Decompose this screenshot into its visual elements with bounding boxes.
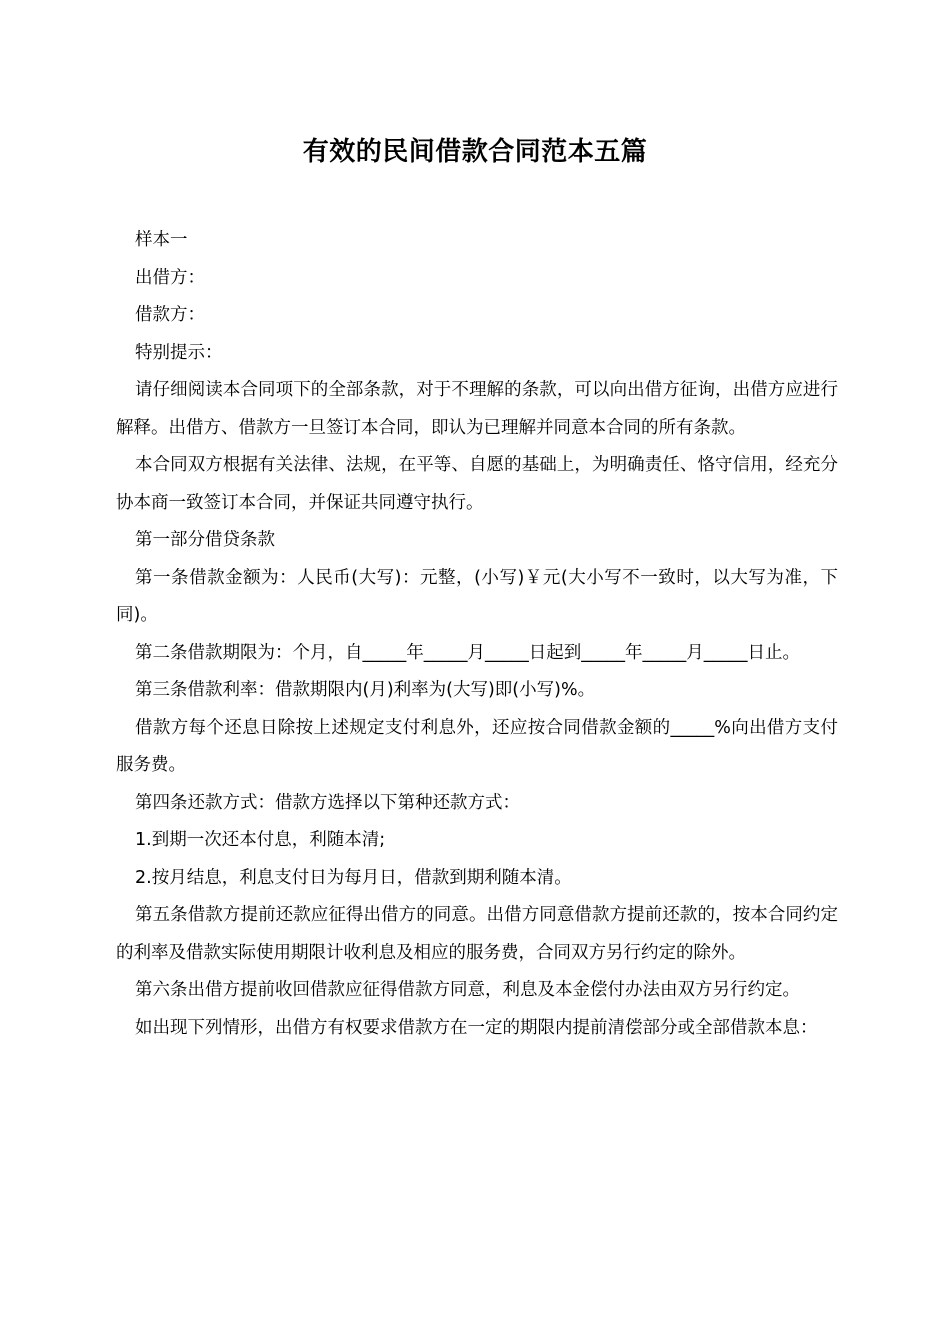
document-body bbox=[116, 222, 838, 1047]
paragraph-part-one-heading: 第一部分借贷条款 bbox=[135, 530, 275, 550]
paragraph-article-2: 第二条借款期限为：个月，自_____年_____月_____日起到_____年_____月_____日止。 bbox=[135, 642, 800, 663]
paragraph-article-6: 第六条出借方提前收回借款应征得借款方同意，利息及本金偿付办法由双方另行约定。 bbox=[135, 980, 800, 1000]
paragraph-borrower: 借款方： bbox=[135, 305, 205, 325]
paragraph-notice-text: 请仔细阅读本合同项下的全部条款，对于不理解的条款，可以向出借方征询，出借方应进行解释。出借方、借款方一旦签订本合同，即认为已理解并同意本合同的所有条款。 bbox=[116, 380, 838, 438]
paragraph-lender: 出借方： bbox=[135, 267, 205, 288]
paragraph-special-notice: 特别提示： bbox=[135, 342, 223, 363]
paragraph-article-4: 第四条还款方式：借款方选择以下第种还款方式： bbox=[135, 792, 520, 813]
paragraph-article-1: 第一条借款金额为：人民币(大写)：元整，(小写)￥元(大小写不一致时，以大写为准，下同)。 bbox=[116, 567, 838, 625]
document-title: 有效的民间借款合同范本五篇 bbox=[302, 137, 648, 167]
paragraph-service-fee: 借款方每个还息日除按上述规定支付利息外，还应按合同借款金额的_____%向出借方支付服务费。 bbox=[116, 717, 838, 775]
paragraph-article-5: 第五条借款方提前还款应征得出借方的同意。出借方同意借款方提前还款的，按本合同约定的利率及借款实际使用期限计收利息及相应的服务费，合同双方另行约定的除外。 bbox=[116, 905, 838, 963]
paragraph-repay-option-2: 2.按月结息，利息支付日为每月日，借款到期利随本清。 bbox=[135, 867, 572, 888]
paragraph-sample-label: 样本一 bbox=[135, 230, 188, 250]
paragraph-early-repayment-conditions: 如出现下列情形，出借方有权要求借款方在一定的期限内提前清偿部分或全部借款本息： bbox=[135, 1017, 818, 1038]
paragraph-preamble: 本合同双方根据有关法律、法规，在平等、自愿的基础上，为明确责任、恪守信用，经充分协本商一致签订本合同，并保证共同遵守执行。 bbox=[116, 455, 838, 513]
paragraph-repay-option-1: 1.到期一次还本付息，利随本清; bbox=[135, 830, 386, 850]
paragraph-article-3: 第三条借款利率：借款期限内(月)利率为(大写)即(小写)%。 bbox=[135, 680, 596, 700]
